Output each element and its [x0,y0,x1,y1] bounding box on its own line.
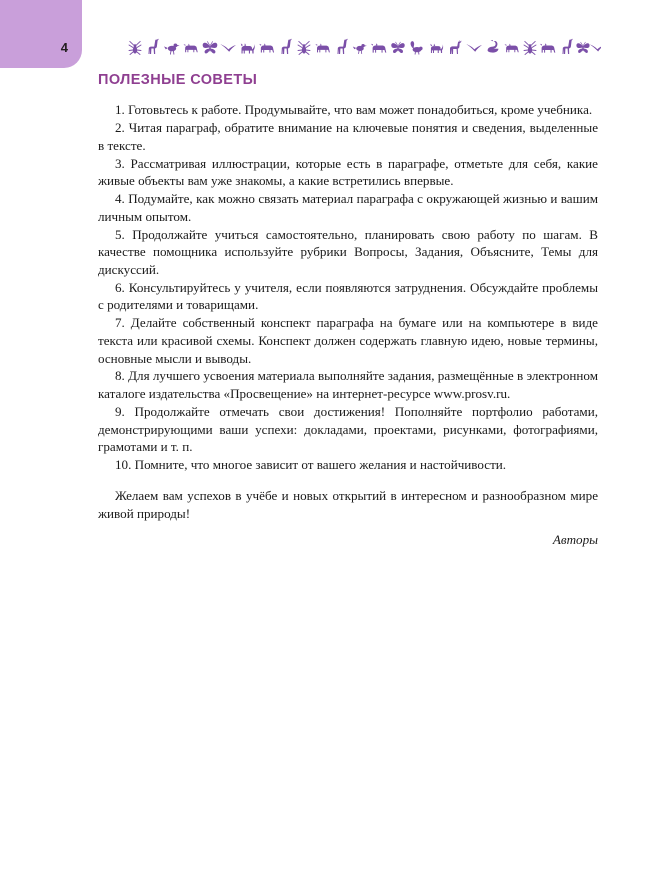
tip-item: 10. Помните, что многое зависит от вашего желания и настойчивости. [115,457,507,473]
tip-item: 6. Консультируйтесь у учителя, если появляются затруднения. Обсуждайте проблемы с родителями и товарищами. [98,279,598,313]
tip-item: 3. Рассматривая иллюстрации, которые есть в параграфе, отметьте для себя, какие живые объекты вам уже знакомы, а какие встретились впервые. [98,155,598,189]
tip-item: 1. Готовьтесь к работе. Продумывайте, что вам может понадобиться, кроме учебника. [115,102,593,118]
tip-item: 4. Подумайте, как можно связать материал параграфа с окружающей жизнью и вашим личным опытом. [98,191,598,224]
closing-paragraph: Желаем вам успехов в учёбе и новых открытий в интересном и разнообразном мире живой природы! [98,487,598,521]
tip-item: 9. Продолжайте отмечать свои достижения! Пополняйте портфолио работами, демонстрирующими ваши успехи: докладами, проектами, рисунками, фотографиями, грамотами и т. п. [98,403,598,455]
page-number-badge [0,0,82,68]
page-title: ПОЛЕЗНЫЕ СОВЕТЫ [98,72,258,88]
tip-item: 2. Читая параграф, обратите внимание на ключевые понятия и сведения, выделенные в тексте. [98,120,598,153]
tip-item: 7. Делайте собственный конспект параграфа на бумаге или на компьютере в виде текста или красивой схемы. Конспект должен содержать главную идею, новые термины, основные мысли и выводы. [98,315,598,366]
signature: Авторы [552,532,598,548]
page-number: 4 [60,40,68,55]
content-column [98,72,598,549]
animal-silhouette-rule [127,36,601,58]
tip-item: 5. Продолжайте учиться самостоятельно, планировать свою работу по шагам. В качестве помощника используйте рубрики Вопросы, Задания, Объясните, Темы для дискуссий. [98,226,598,277]
tip-item: 8. Для лучшего усвоения материала выполняйте задания, размещённые в электронном каталоге издательства «Просвещение» на интернет-ресурсе www.prosv.ru. [98,368,598,402]
